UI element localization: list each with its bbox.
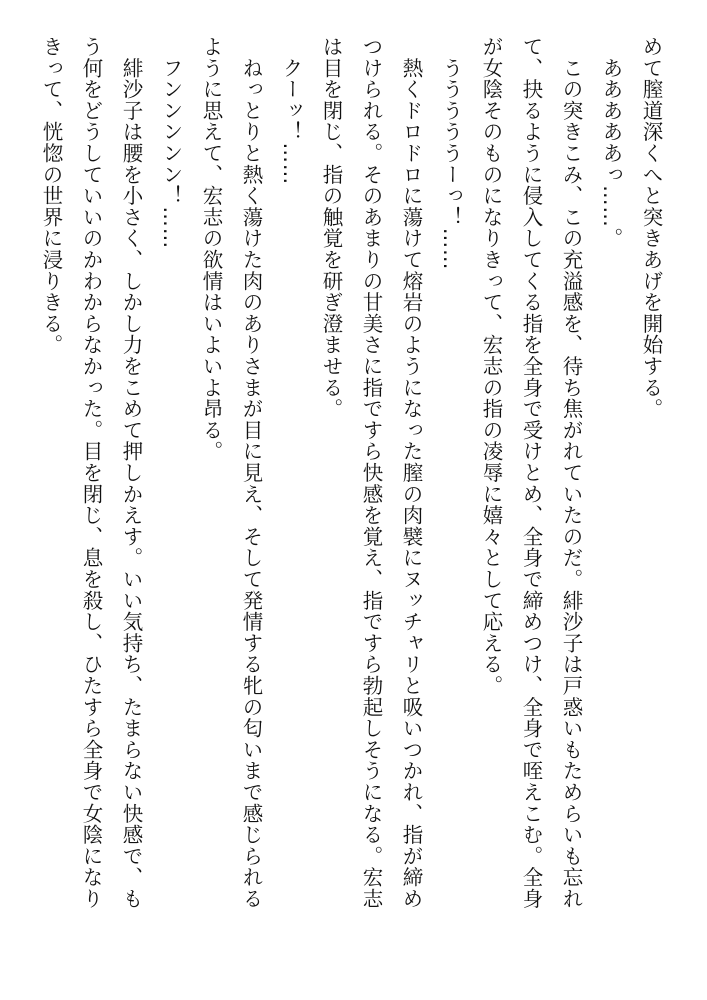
text-line-12: ように思えて、宏志の欲情はいよいよ昂る。 bbox=[199, 36, 223, 462]
vertical-text-body bbox=[31, 36, 671, 976]
text-line-3: この突きこみ、この充溢感を、待ち焦がれていたのだ。緋沙子は戸惑いもためらいも忘れ bbox=[559, 36, 583, 910]
text-line-5: が女陰そのものになりきって、宏志の指の凌辱に嬉々として応える。 bbox=[479, 36, 503, 697]
text-line-8: つけられる。そのあまりの甘美さに指ですら快感を覚え、指ですら勃起しそうになる。宏志 bbox=[359, 36, 383, 910]
text-line-16: きって、恍惚の世界に浸りきる。 bbox=[39, 36, 63, 356]
text-line-6: うううううーっ！…… bbox=[439, 36, 463, 271]
text-line-15: う何をどうしていいのかわからなかった。目を閉じ、息を殺し、ひたすら全身で女陰になり bbox=[79, 36, 103, 910]
text-line-10: クーッ！…… bbox=[279, 36, 303, 186]
text-line-11: ねっとりと熱く蕩けた肉のありさまが目に見え、そして発情する牝の匂いまで感じられる bbox=[239, 36, 263, 910]
text-line-9: は目を閉じ、指の触覚を研ぎ澄ませる。 bbox=[319, 36, 343, 420]
text-line-7: 熱くドロドロに蕩けて熔岩のようになった膣の肉襞にヌッチャリと吸いつかれ、指が締め bbox=[399, 36, 423, 910]
text-line-2: あああああっ……。 bbox=[599, 36, 623, 249]
text-line-14: 緋沙子は腰を小さく、しかし力をこめて押しかえす。いい気持ち、たまらない快感で、も bbox=[119, 36, 143, 910]
text-line-1: めて膣道深くへと突きあげを開始する。 bbox=[639, 36, 663, 420]
text-line-13: フンンンンン！…… bbox=[159, 36, 183, 249]
text-line-4: て、抉るように侵入してくる指を全身で受けとめ、全身で締めつけ、全身で咥えこむ。全身 bbox=[519, 36, 543, 910]
